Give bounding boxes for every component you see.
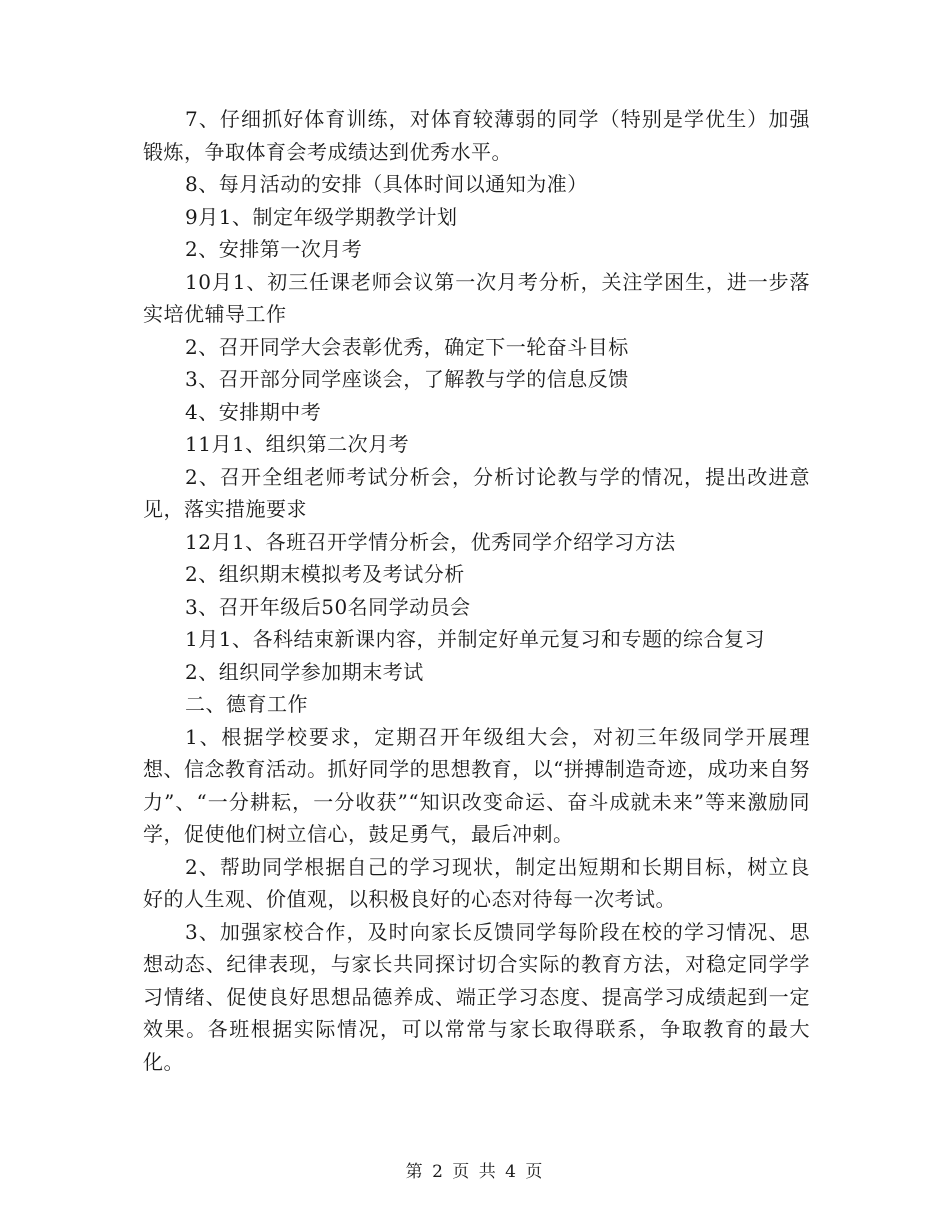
paragraph-october-1: 10月1、初三任课老师会议第一次月考分析，关注学困生，进一步落实培优辅导工作 <box>143 269 810 326</box>
paragraph-december-3: 3、召开年级后50名同学动员会 <box>185 594 471 619</box>
paragraph-item-8-monthly-schedule: 8、每月活动的安排（具体时间以通知为准） <box>185 172 588 196</box>
paragraph-november-1: 11月1、组织第二次月考 <box>185 432 410 456</box>
paragraph-moral-3: 3、加强家校合作，及时向家长反馈同学每阶段在校的学习情况、思想动态、纪律表现，与家长共同探讨切合实际的教育方法，对稳定同学学习情绪、促使良好思想品德养成、端正学习态度、提高学习成绩起到一定效果。各班根据实际情况，可以常常与家长取得联系，争取教育的最大化。 <box>143 919 810 1074</box>
paragraph-item-7-sports: 7、仔细抓好体育训练，对体育较薄弱的同学（特别是学优生）加强锻炼，争取体育会考成绩达到优秀水平。 <box>143 107 810 164</box>
paragraph-october-4: 4、安排期中考 <box>185 399 322 424</box>
paragraph-december-2: 2、组织期末模拟考及考试分析 <box>185 562 465 586</box>
paragraph-moral-1: 1、根据学校要求，定期召开年级组大会，对初三年级同学开展理想、信念教育活动。抓好同学的思想教育，以“拼搏制造奇迹，成功来自努力”、“一分耕耘，一分收获”“知识改变命运、奋斗成就未来”等来激励同学，促使他们树立信心，鼓足勇气，最后冲刺。 <box>143 724 810 846</box>
paragraph-december-1: 12月1、各班召开学情分析会，优秀同学介绍学习方法 <box>185 529 676 554</box>
paragraph-moral-2: 2、帮助同学根据自己的学习现状，制定出短期和长期目标，树立良好的人生观、价值观，以积极良好的心态对待每一次考试。 <box>143 854 810 911</box>
paragraph-january-1: 1月1、各科结束新课内容，并制定好单元复习和专题的综合复习 <box>185 627 765 651</box>
paragraph-september-2: 2、安排第一次月考 <box>185 237 363 261</box>
paragraph-september-1: 9月1、制定年级学期教学计划 <box>185 204 458 229</box>
section-heading-moral-education: 二、德育工作 <box>185 692 308 716</box>
paragraph-january-2: 2、组织同学参加期末考试 <box>185 659 424 684</box>
paragraph-october-3: 3、召开部分同学座谈会，了解教与学的信息反馈 <box>185 367 629 391</box>
page-number-footer: 第 2 页 共 4 页 <box>405 1162 545 1182</box>
paragraph-november-2: 2、召开全组老师考试分析会，分析讨论教与学的情况，提出改进意见，落实措施要求 <box>143 464 810 521</box>
paragraph-october-2: 2、召开同学大会表彰优秀，确定下一轮奋斗目标 <box>185 334 629 359</box>
document-body <box>143 103 810 1078</box>
